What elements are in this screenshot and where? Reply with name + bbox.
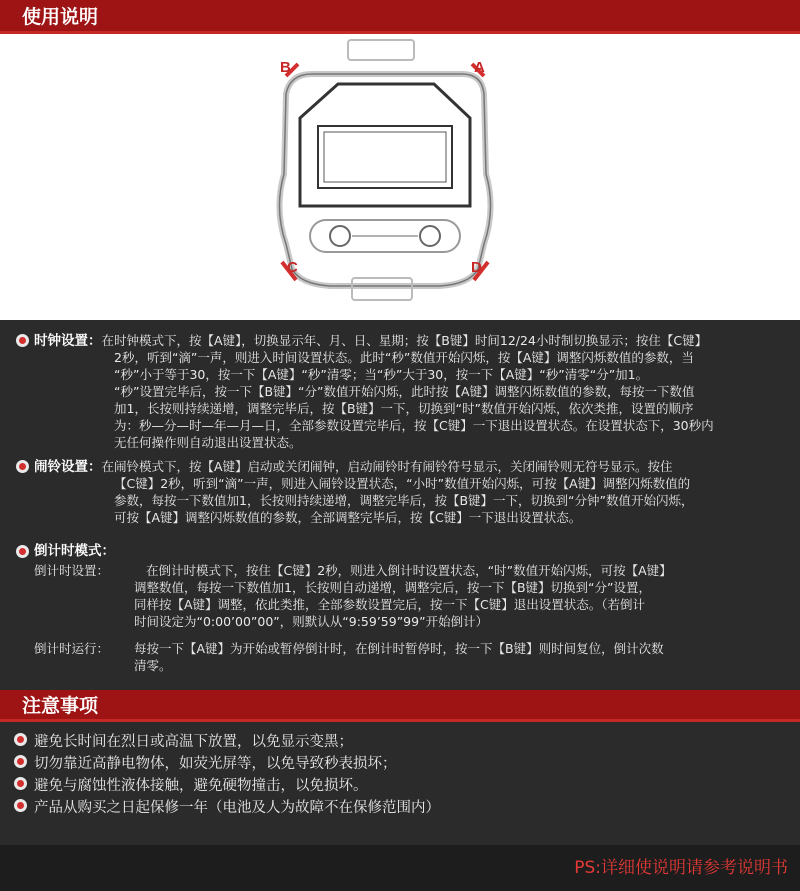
button-label-d: D	[471, 259, 482, 276]
countdown-setting-line-0: 在倒计时模式下，按住【C键】2秒，则进入倒计时设置状态，“时”数值开始闪烁，可按【A键】	[146, 563, 672, 578]
button-label-a: A	[474, 59, 485, 76]
stopwatch-outline	[0, 34, 800, 320]
note-text: 避免与腐蚀性液体接触，避免硬物撞击，以免损坏。	[34, 778, 368, 794]
clock-line-1: 2秒，听到“滴”一声，则进入时间设置状态。此时“秒”数值开始闪烁，按【A键】调整闪烁数值的参数，当	[114, 350, 694, 365]
stopwatch-diagram	[0, 34, 800, 320]
button-label-b: B	[280, 59, 291, 76]
note-text: 产品从购买之日起保修一年（电池及人为故障不在保修范围内）	[34, 800, 440, 816]
alarm-line-2: 参数，每按一下数值加1，长按则持续递增，调整完毕后，按【B键】一下，切换到“分钟”数值开始闪烁，	[114, 493, 694, 508]
clock-line-0: 在时钟模式下，按【A键】，切换显示年、月、日、星期；按【B键】时间12/24小时制切换显示；按住【C键】	[101, 333, 708, 348]
button-label-c: C	[287, 259, 298, 276]
clock-line-5: 为：秒—分—时—年—月—日，全部参数设置完毕后，按【C键】一下退出设置状态。在设置状态下，30秒内	[114, 418, 714, 433]
footer-bar	[0, 845, 800, 891]
bullet-icon	[16, 460, 29, 473]
bullet-icon	[16, 334, 29, 347]
alarm-paragraph	[34, 458, 788, 476]
alarm-line-1: 【C键】2秒，听到“滴”一声，则进入闹铃设置状态，“小时”数值开始闪烁，可按【A键】调整闪烁数值的	[114, 476, 691, 491]
countdown-title: 倒计时模式：	[34, 543, 115, 559]
countdown-setting-line-2: 同样按【A键】调整，依此类推，全部参数设置完后，按一下【C键】退出设置状态。（若倒计	[134, 597, 646, 612]
section-title-usage: 使用说明	[22, 6, 99, 28]
section-header-usage	[0, 0, 800, 34]
countdown-setting-line-1: 调整数值，每按一下数值加1，长按则自动递增，调整完后，按一下【B键】切换到“分”设置，	[134, 580, 651, 595]
bullet-icon	[14, 799, 27, 812]
countdown-run-label: 倒计时运行：	[34, 641, 110, 656]
clock-settings-title: 时钟设置：	[34, 333, 102, 349]
bullet-icon	[14, 755, 27, 768]
clock-line-2: “秒”小于等于30，按一下【A键】“秒”清零；当“秒”大于30，按一下【A键】“秒”清零“分”加1。	[114, 367, 649, 382]
clock-line-3: “秒”设置完毕后，按一下【B键】“分”数值开始闪烁，此时按【A键】调整闪烁数值的参数，每按一下数值	[114, 384, 695, 399]
bullet-icon	[14, 777, 27, 790]
section-header-notes	[0, 690, 800, 722]
clock-paragraph	[34, 332, 788, 350]
alarm-settings-title: 闹铃设置：	[34, 459, 102, 475]
alarm-line-0: 在闹铃模式下，按【A键】启动或关闭闹钟，启动闹铃时有闹铃符号显示，关闭闹铃则无符号显示。按住	[101, 459, 673, 474]
alarm-line-3: 可按【A键】调整闪烁数值的参数，全部调整完毕后，按【C键】一下退出设置状态。	[114, 510, 582, 525]
clock-line-4: 加1，长按则持续递增，调整完毕后，按【B键】一下，切换到“时”数值开始闪烁，依次类推，设置的顺序	[114, 401, 694, 416]
clock-line-6: 无任何操作则自动退出设置状态。	[114, 435, 302, 450]
countdown-setting-line-3: 时间设定为“0:00’00”00”，则默认从“9:59’59”99”开始倒计）	[134, 614, 489, 629]
ps-note: PS:详细使说明请参考说明书	[574, 858, 788, 878]
section-title-notes: 注意事项	[22, 695, 99, 717]
countdown-run-line-0: 每按一下【A键】为开始或暂停倒计时，在倒计时暂停时，按一下【B键】则时间复位，倒计次数	[134, 641, 664, 656]
note-text: 避免长时间在烈日或高温下放置，以免显示变黑；	[34, 734, 353, 750]
countdown-run-line-1: 清零。	[134, 658, 172, 673]
note-text: 切勿靠近高静电物体，如荧光屏等，以免导致秒表损坏；	[34, 756, 397, 772]
countdown-setting-label: 倒计时设置：	[34, 563, 110, 578]
usage-text-area	[0, 320, 800, 690]
bullet-icon	[14, 733, 27, 746]
bullet-icon	[16, 545, 29, 558]
